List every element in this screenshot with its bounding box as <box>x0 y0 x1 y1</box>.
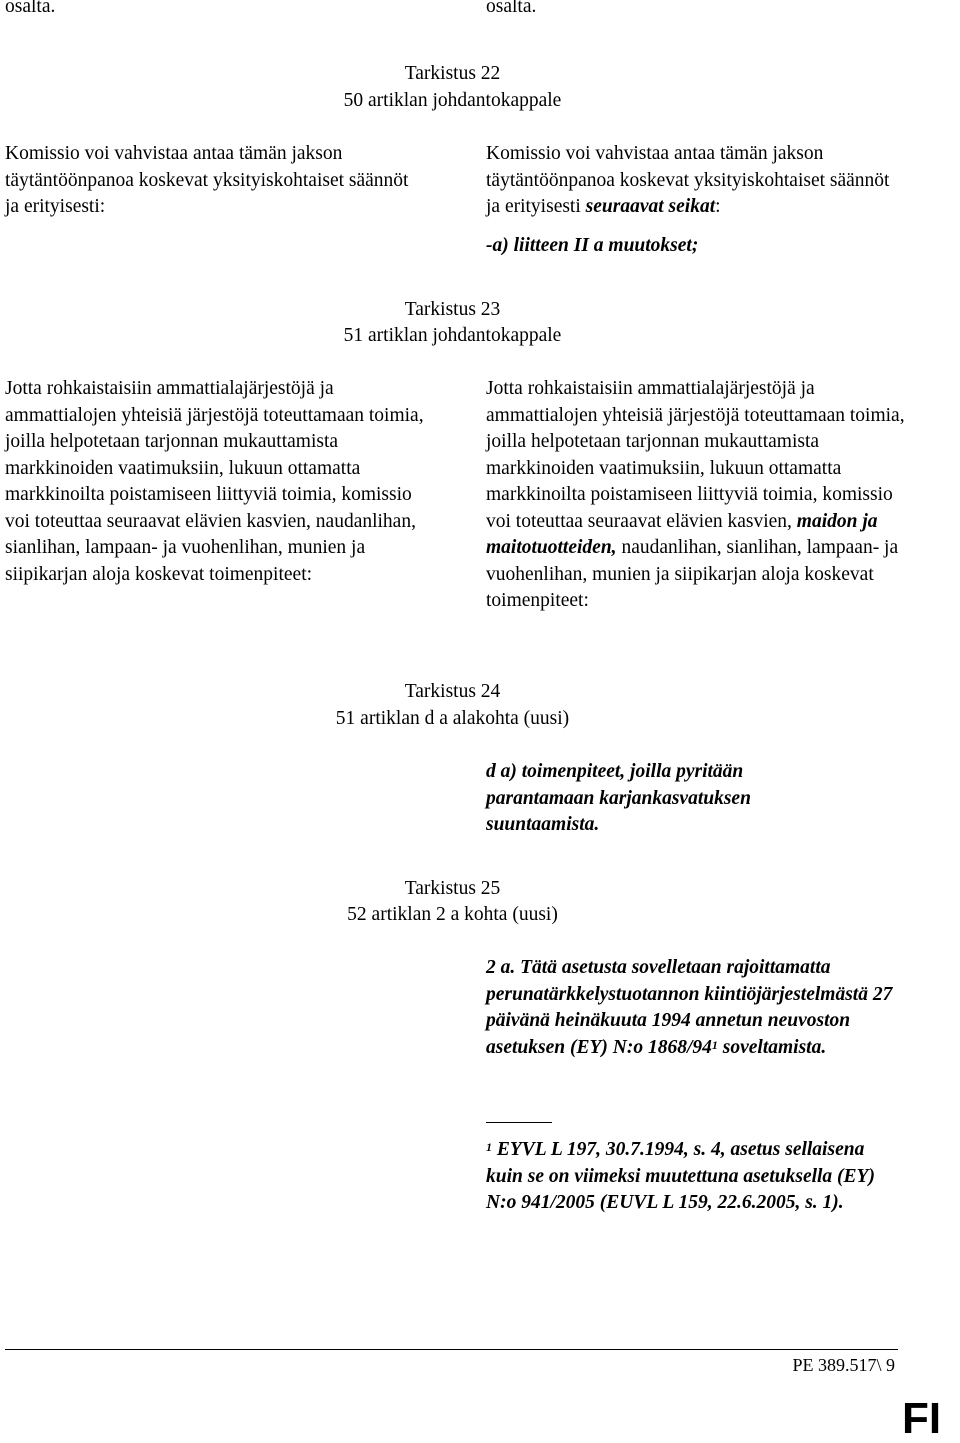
footnote-reference: 1 <box>711 1037 718 1052</box>
amendment-23-title: Tarkistus 23 <box>404 299 501 320</box>
amendment-24-title: Tarkistus 24 <box>404 681 501 702</box>
top-fragment-left: osalta. <box>5 0 56 17</box>
amendment-22-right-added: seuraavat seikat <box>585 196 716 217</box>
top-fragment-right: osalta. <box>486 0 537 17</box>
amendment-25-right-main: 2 a. Tätä asetusta sovelletaan rajoittamatta perunatärkkelystuotannon kiintiöjärjestelmästä 27 päivänä heinäkuuta 1994 annetun neuvoston asetuksen (EY) N:o 1868/94 <box>486 957 893 1058</box>
amendment-25-subtitle: 52 artiklan 2 a kohta (uusi) <box>347 904 558 925</box>
footnote-marker: 1 <box>486 1140 492 1154</box>
amendment-25-right-end: soveltamista. <box>717 1036 827 1058</box>
amendment-24-right-text: d a) toimenpiteet, joilla pyritään parantamaan karjankasvatuksen suuntaamista. <box>486 761 751 835</box>
amendment-22-right-point: -a) liitteen II a muutokset; <box>486 235 699 256</box>
amendment-23-right-plain: Jotta rohkaistaisiin ammattialajärjestöjä ja ammattialojen yhteisiä järjestöjä toteuttamaan toimia, joilla helpotetaan tarjonnan mukauttamista markkinoiden vaatimuksiin, lukuun ottamatta markkinoilta poistamiseen liittyviä toimia, komissio voi toteuttaa seuraavat elävien kasvien, <box>486 378 905 532</box>
amendment-22-right-text <box>486 141 896 221</box>
amendment-22-subtitle: 50 artiklan johdantokappale <box>343 90 562 111</box>
amendment-23-subtitle: 51 artiklan johdantokappale <box>343 325 562 346</box>
amendment-22-left-text: Komissio voi vahvistaa antaa tämän jakson täytäntöönpanoa koskevat yksityiskohtaiset säännöt ja erityisesti: <box>5 143 409 217</box>
language-code: FI <box>902 1394 942 1443</box>
amendment-22-title: Tarkistus 22 <box>404 63 501 84</box>
footer-rule <box>5 1349 898 1350</box>
footnote-text: EYVL L 197, 30.7.1994, s. 4, asetus sellaisena kuin se on viimeksi muutettuna asetuksella (EY) N:o 941/2005 (EUVL L 159, 22.6.2005, s. 1). <box>486 1139 875 1213</box>
amendment-25-right-text <box>486 955 906 1061</box>
amendment-22-right-plain: Komissio voi vahvistaa antaa tämän jakson täytäntöönpanoa koskevat yksityiskohtaiset säännöt ja erityisesti <box>486 143 890 217</box>
amendment-23-left-text: Jotta rohkaistaisiin ammattialajärjestöjä ja ammattialojen yhteisiä järjestöjä toteuttamaan toimia, joilla helpotetaan tarjonnan mukauttamista markkinoiden vaatimuksiin, lukuun ottamatta markkinoilta poistamiseen liittyviä toimia, komissio voi toteuttaa seuraavat elävien kasvien, naudanlihan, sianlihan, lampaan- ja vuohenlihan, munien ja siipikarjan aloja koskevat toimenpiteet: <box>5 378 424 585</box>
amendment-22-right-end: : <box>715 196 721 217</box>
footnote-separator <box>486 1122 552 1123</box>
amendment-25-title: Tarkistus 25 <box>404 878 501 899</box>
amendment-24-subtitle: 51 artiklan d a alakohta (uusi) <box>335 708 570 729</box>
amendment-23-right-added: maidon ja maitotuotteiden, <box>486 510 878 558</box>
document-reference: PE 389.517\ 9 <box>792 1355 895 1375</box>
amendment-23-right-end: naudanlihan, sianlihan, lampaan- ja vuohenlihan, munien ja siipikarjan aloja koskevat toimenpiteet: <box>486 537 899 611</box>
footnote <box>486 1137 901 1217</box>
amendment-23-right-text <box>486 376 906 615</box>
